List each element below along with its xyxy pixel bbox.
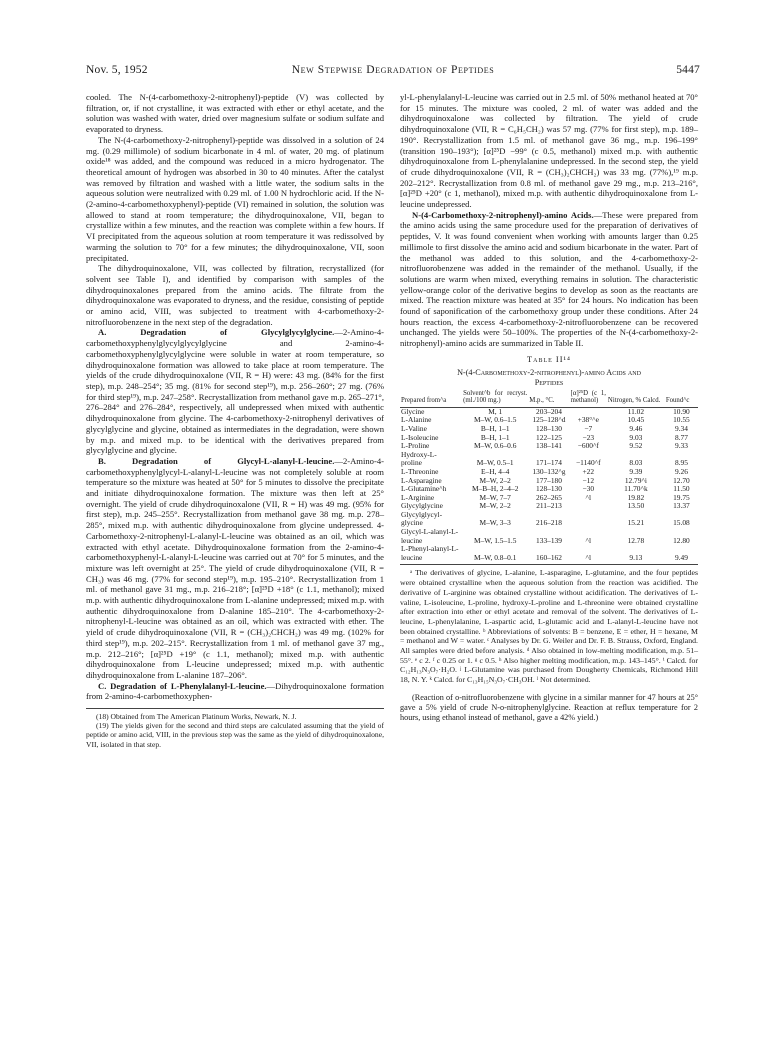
- table-cell: 11.50: [673, 484, 690, 494]
- table-cell: 10.55: [673, 415, 690, 425]
- table-row: [400, 554, 698, 565]
- col-rotation: [α]²⁵D (c 1, methanol): [570, 390, 607, 408]
- table-row: [400, 502, 698, 511]
- table-cell: ^l: [570, 554, 607, 565]
- table-cell: ^l: [585, 535, 592, 545]
- section-c-heading: C. Degradation of L-Phenylalanyl-L-leucine.: [98, 680, 267, 691]
- table-cell: M–W, 2–2: [479, 475, 511, 485]
- table-cell: L-Valine: [401, 423, 427, 433]
- table-cell: leucine: [400, 554, 462, 565]
- section-a-heading: A. Degradation of Glycylglycylglycine.: [98, 327, 335, 338]
- table-cell: 130–132^g: [532, 466, 566, 476]
- table-cell: 216–218: [536, 518, 562, 528]
- table-cell: 9.33: [674, 441, 688, 451]
- table-cell: 19.75: [673, 492, 690, 502]
- table-cell: 160–162: [528, 554, 569, 565]
- table-cell: 9.46: [629, 423, 643, 433]
- table-cell: 19.82: [627, 492, 645, 502]
- table-cell: 9.39: [629, 466, 643, 476]
- table-cell: M–W, 3–3: [479, 518, 511, 528]
- n-section-heading: N-(4-Carbomethoxy-2-nitrophenyl)-amino Acids.: [412, 209, 594, 220]
- table-cell: M–W, 0.8–0.1: [462, 554, 528, 565]
- table-cell: Glycylglycyl-: [401, 509, 443, 519]
- table-cell: 122–125: [536, 432, 562, 442]
- table-cell: L-Isoleucine: [401, 432, 439, 442]
- table-cell: M–W, 2–2: [479, 501, 511, 511]
- table-cell: 12.80: [673, 535, 690, 545]
- table-cell: 211–213: [536, 501, 562, 511]
- table-notes: [400, 568, 698, 684]
- table-cell: −30: [582, 484, 595, 494]
- table-cell: −7: [584, 423, 593, 433]
- table-cell: B–H, 1–1: [480, 423, 510, 433]
- table-cell: 133–139: [536, 535, 562, 545]
- table-cell: 9.52: [629, 441, 643, 451]
- table-cell: 9.34: [674, 423, 688, 433]
- col-solvent: Solvent^b for recryst. (ml./100 mg.): [462, 390, 528, 408]
- section-b-text: —2-Amino-4-carbomethoxyphenylglycyl-L-alanyl-L-leucine was not completely soluble at room temperature so the mixture was heated at 50° for 5 minutes to dissolve the precipitate and initiate dihydroquinoxalone formation. The mixture was then left at 25° overnight. The yield of crude dihydroquinoxalone (VII, R = H) was 49 mg. (95% for first step), m.p. 245–255°. Recrystallization from methanol gave 38 mg. m.p. 278–285°, mixed m.p. with authentic dihydroquinoxalone from glycine undepressed. 4-Carbomethoxy-2-nitrophenyl-L-alanyl-L-leucine was obtained as an oil, which was extracted with ethyl acetate. Dihydroquinoxalone formation from the 2-amino-4-carbomethoxyphenyl-L-alanyl-L-leucine was carried out at 70° for 5 minutes, and the mixture was left overnight at 25°. The yield of crude dihydroquinoxalone (VII, R = CH₃) was 46 mg. (77% for second step¹⁹), m.p. 195–210°. Recrystallization from 1 ml. of methanol gave 31 mg., m.p. 216–218°; [α]²⁵D +18° (c 1.1, methanol); mixed m.p. with authentic dihydroquinoxalone from L-alanine undepressed; mixed m.p. with authentic dihydroquinoxalone from D-alanine 185–210°. The 4-carbomethoxy-2-nitrophenyl-L-leucine was obtained as an oil, which was extracted with ether. The yield of crude dihydroquinoxalone (VII, R = (CH₃)₂CHCH₂) was 49 mg. (102% for third step¹⁹), m.p. 202–215°. Recrystallization from 1 ml. of methanol gave 37 mg., m.p. 212–216°; [α]²⁵D +19° (c 1.1, methanol); mixed m.p. with authentic dihydroquinoxalone from L-leucine undepressed; mixed m.p. with authentic dihydroquinoxalone from L-alanine 187–206°.: [86, 455, 384, 680]
- table-cell: [570, 511, 607, 520]
- paragraph: The N-(4-carbomethoxy-2-nitrophenyl)-peptide was dissolved in a solution of 24 mg. (0.29 millimole) of sodium bicarbonate in 4 ml. of water, 20 mg. of platinum oxide¹⁸ was added, and the compound was reduced in a micro hydrogenator. The theoretical amount of hydrogen was absorbed in 30 to 40 minutes. After the catalyst was removed by filtration and washed with a little water, the sodium salts in the aqueous solution were neutralized with 0.29 ml. of 1.00 N hydrochloric acid. If the N-(2-amino-4-carbomethoxyphenyl)-peptide (VI) remained in solution, the solution was allowed to stand at room temperature; the dihydroquinoxalone, VII, began to crystallize within a few minutes, and the reaction was complete within a few hours. If VI precipitated from the aqueous solution at room temperature it was redissolved by warming the solution to 70° for a few minutes; the dihydroquinoxalone, VII, soon precipitated.: [86, 134, 384, 263]
- footnote-19: (19) The yields given for the second and third steps are calculated assuming that the yield of peptide or amino acid, VIII, in the previous step was the same as the yield of dihydroquinoxalone, VII, isolated in that step.: [86, 721, 384, 749]
- col-found: Found^c: [665, 390, 698, 408]
- data-table: [400, 390, 698, 566]
- table-cell: 8.95: [674, 458, 688, 468]
- n-section-text: —These were prepared from the amino acids using the same procedure used for the preparation of derivatives of peptides, V. It was found convenient when working with amounts larger than 0.25 millimole to first dissolve the amino acid and sodium bicarbonate in the water. Part of the methanol was added to this solution, and the 4-carbomethoxy-2-nitrofluorobenzene was added in the remainder of the methanol. Usually, if the solutions are warm when mixed, everything remains in solution. The characteristic yellow-orange color of the derivative begins to develop as soon as the reactants are mixed. The reaction mixture was heated at 35° for 24 hours. No indication has been found of saponification of the carbomethoxy group under these conditions. After 24 hours reaction, the excess 4-carbomethoxy-2-nitrofluorobenzene can be recovered unchanged. The yields were 50–100%. The properties of the N-(4-carbomethoxy-2-nitrophenyl)-amino acids are summarized in Table II.: [400, 209, 698, 349]
- table-cell: +38°^e: [577, 415, 599, 425]
- table-cell: 12.70: [673, 475, 690, 485]
- table-row: [400, 442, 698, 451]
- table-cell: Glycine: [401, 406, 425, 416]
- table-cell: leucine: [401, 535, 423, 545]
- table-cell: 171–174: [536, 458, 562, 468]
- section-a-text: —2-Amino-4-carbomethoxyphenylglycylglycylglycine and 2-amino-4-carbomethoxyphenylglycylglycine were soluble in water at room temperature, so dihydroquinoxalone formation was allowed to take place at room temperature. The yields of the crude dihydroquinoxalone (VII, R = H) were: 43 mg. (84% for the first step), m.p. 248–254°; 35 mg. (81% for second step¹⁹), m.p. 256–260°; 27 mg. (76% for third step¹⁹), m.p. 247–258°. Recrystallization from methanol gave m.p. 265–271°, 276–284° and 276–284°, respectively, all undepressed when mixed with authentic dihydroquinoxalone from glycine. The 4-carbomethoxy-2-nitrophenyl derivatives of glycylglycine and glycine, obtained as intermediates in the degradation, were shown by m.p. and mixed m.p. to be identical with the derivatives prepared from glycylglycine and glycine.: [86, 327, 384, 456]
- table-cell: 12.78: [627, 535, 645, 545]
- endnote: [400, 693, 698, 724]
- table-cell: M, 1: [488, 406, 503, 416]
- table-cell: −1140^f: [575, 458, 601, 468]
- table-cell: [570, 502, 607, 511]
- table-cell: 10.45: [627, 415, 645, 425]
- table-caption-line: N-(4-Carbomethoxy-2-nitrophenyl)-amino Acids and: [457, 367, 641, 377]
- table-cell: M–W, 1.5–1.5: [473, 535, 517, 545]
- table-cell: −600^f: [577, 441, 599, 451]
- issue-date: Nov. 5, 1952: [86, 64, 148, 76]
- table-cell: 11.02: [627, 406, 645, 416]
- col-calcd: Nitrogen, % Calcd.: [607, 390, 665, 408]
- table-cell: B–H, 1–1: [480, 432, 510, 442]
- table-cell: 9.13: [607, 554, 665, 565]
- table-cell: 125–128^d: [532, 415, 566, 425]
- table-cell: 15.21: [627, 518, 645, 528]
- col-prepared-from: Prepared from^a: [400, 390, 462, 408]
- table-cell: 13.37: [673, 501, 690, 511]
- table-cell: 9.03: [629, 432, 643, 442]
- table-cell: L-Threonine: [401, 466, 439, 476]
- table-cell: +22: [582, 466, 595, 476]
- section-b: [86, 456, 384, 681]
- table-cell: M–W, 0.6–1.5: [473, 415, 517, 425]
- table-cell: E–H, 4–4: [481, 466, 510, 476]
- table-cell: 9.49: [665, 554, 698, 565]
- table-caption: [400, 368, 698, 388]
- table-body: [400, 407, 698, 565]
- table-cell: M–W, 0.6–0.6: [473, 441, 517, 451]
- table-cell: −12: [582, 475, 595, 485]
- left-column: [86, 92, 384, 749]
- table-cell: 13.50: [627, 501, 645, 511]
- paragraph: cooled. The N-(4-carbomethoxy-2-nitrophenyl)-peptide (V) was collected by filtration, or, if not crystalline, it was extracted with ether or ethyl acetate, and the solution was washed with water, dried over magnesium sulfate or sodium sulfate and evaporated to dryness.: [86, 92, 384, 135]
- table-cell: L-Arginine: [401, 492, 435, 502]
- table-cell: 15.08: [673, 518, 690, 528]
- table-cell: ^l: [585, 492, 592, 502]
- table-cell: 10.90: [673, 406, 690, 416]
- col-mp: M.p., °C.: [528, 390, 569, 408]
- table-cell: L-Glutamine^h: [401, 484, 447, 494]
- n-section: [400, 210, 698, 349]
- table-cell: L-Alanine: [401, 415, 432, 425]
- table-cell: 128–130: [536, 423, 562, 433]
- table-cell: 8.03: [629, 458, 643, 468]
- table-cell: 203–204: [536, 406, 562, 416]
- table-cell: glycine: [401, 518, 423, 528]
- table-cell: 262–265: [536, 492, 562, 502]
- table-cell: L-Phenyl-alanyl-L-: [401, 544, 459, 554]
- table-cell: 128–130: [536, 484, 562, 494]
- table-cell: proline: [401, 458, 422, 468]
- paragraph: yl-L-phenylalanyl-L-leucine was carried out in 2.5 ml. of 50% methanol heated at 70° for 15 minutes. The mixture was cooled, 2 ml. of water was added and the dihydroquinoxalone was collected by filtration. The yield of crude dihydroquinoxalone (VII, R = C₆H₅CH₂) was 57 mg. (77% for first step), m.p. 189–190°. Recrystallization from 1.5 ml. of methanol gave 36 mg., m.p. 196–199° (transition 190–193°); [α]²⁵D −99° (c 0.5, methanol) mixed m.p. with authentic dihydroquinoxalone from L-phenylalanine undepressed. In the second step, the yield of crude dihydroquinoxalone (VII, R = (CH₃)₂CHCH₂) was 33 mg. (77%),¹⁹ m.p. 202–212°. Recrystallization from 0.8 ml. of methanol gave 29 mg., m.p. 213–216°, [α]²⁵D +20° (c 1, methanol), mixed m.p. with authentic dihydroquinoxalone from L-leucine undepressed.: [400, 92, 698, 210]
- table-cell: L-Proline: [401, 441, 430, 451]
- table-caption-line: Peptides: [534, 377, 564, 387]
- table-cell: 138–141: [536, 441, 562, 451]
- table-cell: L-Asparagine: [401, 475, 442, 485]
- table-cell: Glycylglycine: [401, 501, 443, 511]
- table-cell: M–B–H, 2–4–2: [471, 484, 519, 494]
- table-cell: 177–180: [536, 475, 562, 485]
- table-cell: Hydroxy-L-: [401, 449, 437, 459]
- right-column: [400, 92, 698, 724]
- table-cell: 11.70^k: [624, 484, 648, 494]
- table-cell: M–W, 7–7: [479, 492, 511, 502]
- running-header: [86, 64, 700, 80]
- endnote-text: (Reaction of o-nitrofluorobenzene with glycine in a similar manner for 47 hours at 25° gave a 5% yield of crude N-o-nitrophenylglycine. Reaction at reflux temperature for 2 hours, using ethanol instead of methanol, gave a 42% yield.): [400, 692, 698, 723]
- table-cell: 9.26: [674, 466, 688, 476]
- table-cell: M–W, 0.5–1: [476, 458, 514, 468]
- table-title: Table II¹⁴: [527, 354, 571, 364]
- section-c: [86, 681, 384, 702]
- table-cell: 12.79^i: [624, 475, 647, 485]
- paragraph: The dihydroquinoxalone, VII, was collected by filtration, recrystallized (for solvent see Table I), and identified by comparison with samples of the dihydroquinoxalones prepared from the amino acids. The filtrate from the dihydroquinoxalone was evaporated to dryness, and the residue, consisting of peptide or amino acid, VIII, was subjected to treatment with 4-carbomethoxy-2-nitrofluorobenzene in the next step of the degradation.: [86, 263, 384, 327]
- section-b-heading: B. Degradation of Glycyl-L-alanyl-L-leucine.: [98, 455, 335, 466]
- section-a: [86, 327, 384, 455]
- running-title: New Stepwise Degradation of Peptides: [291, 64, 495, 76]
- page-number: 5447: [676, 64, 700, 76]
- footnotes: [86, 708, 384, 749]
- section-c-text: —Dihydroquinoxalone formation from 2-amino-4-carbomethoxyphen-: [86, 680, 384, 702]
- footnote-18: (18) Obtained from The American Platinum Works, Newark, N. J.: [96, 712, 297, 722]
- table-cell: Glycyl-L-alanyl-L-: [401, 527, 459, 537]
- table-cell: 8.77: [674, 432, 688, 442]
- table-note: ᵃ The derivatives of glycine, L-alanine, L-asparagine, L-glutamine, and the four peptides were obtained crystalline when the aqueous solution from the reaction was acidified. The derivative of L-arginine was obtained crystalline without acidification. The derivatives of L-valine, L-isoleucine, L-proline, hydroxy-L-proline and L-threonine were obtained crystalline after extraction into ether or ethyl acetate and removal of the solvent. The derivatives of L-leucine, L-phenylalanine, L-aspartic acid, L-glutamic acid and L-alanyl-L-leucine have not been obtained crystalline. ᵇ Abbreviations of solvents: B = benzene, E = ether, H = hexane, M = methanol and W = water. ᶜ Analyses by Dr. G. Weiler and Dr. F. B. Strauss, Oxford, England. All samples were dried before analysis. ᵈ Also obtained in low-melting modification, m.p. 51–55°. ᵉ c 2. ᶠ c 0.25 or 1. ᵍ c 0.5. ʰ Also higher melting modification, m.p. 143–145°. ⁱ Calcd. for C₁₂H₁₃N₃O₇·H₂O. ʲ L-Glutamine was purchased from Dougherty Chemicals, Richmond Hill 18, N. Y. ᵏ Calcd. for C₁₃H₁₅N₃O₇·CH₃OH. ˡ Not determined.: [400, 568, 698, 685]
- table-cell: −23: [582, 432, 595, 442]
- table-cell: [570, 519, 607, 528]
- table-header-row: [400, 390, 698, 408]
